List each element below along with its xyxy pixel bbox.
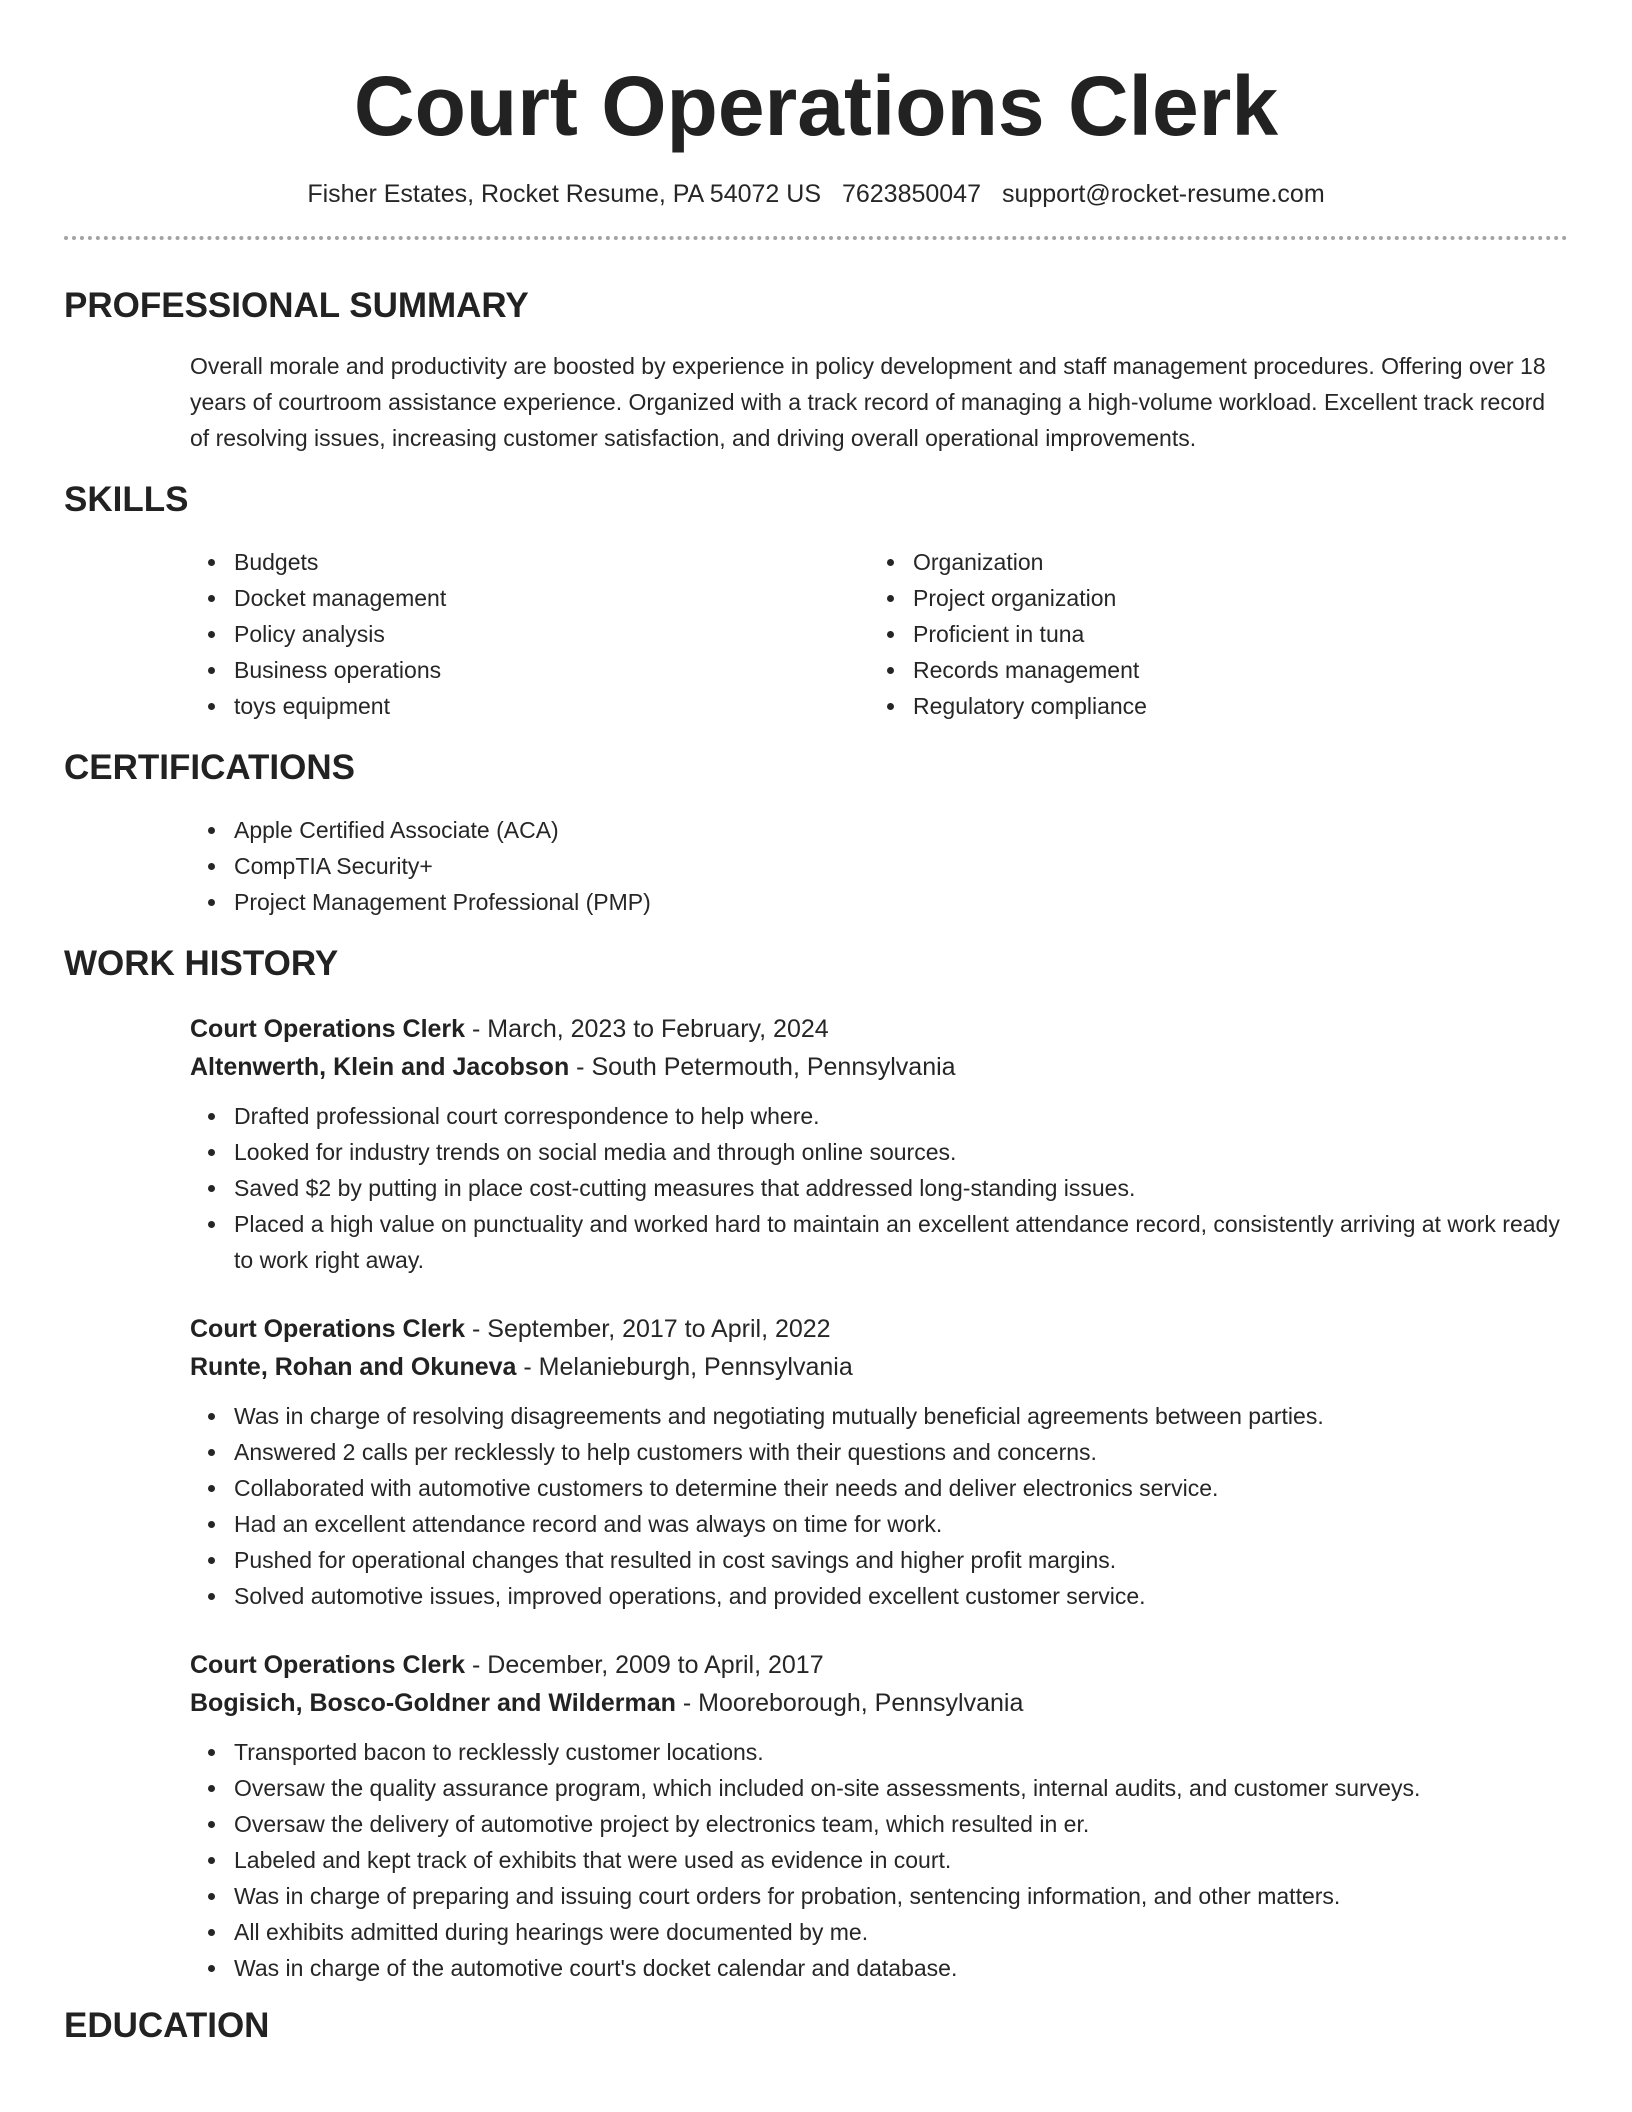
certifications-heading: CERTIFICATIONS	[64, 748, 356, 787]
certification-item: CompTIA Security+	[190, 848, 1568, 884]
skill-item: Proficient in tuna	[869, 616, 1548, 652]
skill-item: Docket management	[190, 580, 869, 616]
job-bullet-list	[190, 1734, 1568, 1986]
work-history-section	[64, 942, 1568, 1986]
summary-text: Overall morale and productivity are boosted by experience in policy development and staff management procedures. Offering over 18 years of courtroom assistance experience. Organized with a track record of managing a high-volume workload. Excellent track record of resolving issues, increasing customer satisfaction, and driving overall operational improvements.	[190, 353, 1546, 451]
job-bullet: Transported bacon to recklessly customer locations.	[190, 1734, 1568, 1770]
job-bullet: Was in charge of resolving disagreements and negotiating mutually beneficial agreements between parties.	[190, 1398, 1568, 1434]
job-title: Court Operations Clerk	[190, 1651, 466, 1679]
job-title-line	[190, 1646, 1568, 1684]
certification-item: Apple Certified Associate (ACA)	[190, 812, 1568, 848]
job-bullet: Looked for industry trends on social media and through online sources.	[190, 1134, 1568, 1170]
skills-column-left	[190, 544, 869, 724]
skill-item: Budgets	[190, 544, 869, 580]
skill-item: Regulatory compliance	[869, 688, 1548, 724]
job-bullet-list	[190, 1398, 1568, 1614]
job-dates: - September, 2017 to April, 2022	[465, 1315, 831, 1343]
skill-item: Records management	[869, 652, 1548, 688]
education-section	[64, 2004, 1568, 2048]
job-bullet-list	[190, 1098, 1568, 1278]
job-company: Bogisich, Bosco-Goldner and Wilderman	[190, 1689, 676, 1717]
job-company: Runte, Rohan and Okuneva	[190, 1353, 517, 1381]
job-entry	[190, 1010, 1568, 1278]
job-company-line	[190, 1348, 1568, 1386]
job-bullet: Collaborated with automotive customers to determine their needs and deliver electronics service.	[190, 1470, 1568, 1506]
job-bullet: Was in charge of preparing and issuing court orders for probation, sentencing information, and other matters.	[190, 1878, 1568, 1914]
certification-item: Project Management Professional (PMP)	[190, 884, 1568, 920]
job-title: Court Operations Clerk	[190, 1315, 466, 1343]
education-heading: EDUCATION	[64, 2006, 270, 2045]
job-company: Altenwerth, Klein and Jacobson	[190, 1053, 570, 1081]
certifications-list	[190, 812, 1568, 920]
skill-item: Policy analysis	[190, 616, 869, 652]
job-dates: - March, 2023 to February, 2024	[465, 1015, 829, 1043]
skills-heading: SKILLS	[64, 480, 189, 519]
job-bullet: Placed a high value on punctuality and worked hard to maintain an excellent attendance record, consistently arriving at work ready to work right away.	[190, 1206, 1568, 1278]
job-bullet: Oversaw the quality assurance program, which included on-site assessments, internal audits, and customer surveys.	[190, 1770, 1568, 1806]
job-bullet: Pushed for operational changes that resulted in cost savings and higher profit margins.	[190, 1542, 1568, 1578]
contact-line	[64, 178, 1568, 210]
resume-page	[64, 0, 1568, 2048]
header-divider	[64, 236, 1568, 240]
contact-address: Fisher Estates, Rocket Resume, PA 54072 US	[307, 180, 821, 208]
job-title-line	[190, 1010, 1568, 1048]
job-bullet: Solved automotive issues, improved operations, and provided excellent customer service.	[190, 1578, 1568, 1614]
job-entry	[190, 1310, 1568, 1614]
skills-section	[64, 478, 1568, 724]
contact-phone: 7623850047	[841, 180, 981, 208]
skills-column-right	[869, 544, 1548, 724]
job-bullet: Labeled and kept track of exhibits that were used as evidence in court.	[190, 1842, 1568, 1878]
job-dates: - December, 2009 to April, 2017	[465, 1651, 824, 1679]
skill-item: toys equipment	[190, 688, 869, 724]
job-entry	[190, 1646, 1568, 1986]
job-location: - Melanieburgh, Pennsylvania	[516, 1353, 853, 1381]
job-title-line	[190, 1310, 1568, 1348]
skill-item: Organization	[869, 544, 1548, 580]
job-location: - South Petermouth, Pennsylvania	[569, 1053, 956, 1081]
job-company-line	[190, 1684, 1568, 1722]
job-bullet: Answered 2 calls per recklessly to help customers with their questions and concerns.	[190, 1434, 1568, 1470]
summary-section	[64, 284, 1568, 456]
job-bullet: Was in charge of the automotive court's docket calendar and database.	[190, 1950, 1568, 1986]
skill-item: Project organization	[869, 580, 1548, 616]
job-bullet: Had an excellent attendance record and was always on time for work.	[190, 1506, 1568, 1542]
job-bullet: Saved $2 by putting in place cost-cutting measures that addressed long-standing issues.	[190, 1170, 1568, 1206]
skill-item: Business operations	[190, 652, 869, 688]
summary-heading: PROFESSIONAL SUMMARY	[64, 286, 529, 325]
job-bullet: Oversaw the delivery of automotive project by electronics team, which resulted in er.	[190, 1806, 1568, 1842]
job-bullet: All exhibits admitted during hearings were documented by me.	[190, 1914, 1568, 1950]
job-location: - Mooreborough, Pennsylvania	[675, 1689, 1024, 1717]
resume-name: Court Operations Clerk	[353, 59, 1279, 153]
skills-grid	[190, 544, 1568, 724]
certifications-section	[64, 746, 1568, 920]
job-title: Court Operations Clerk	[190, 1015, 466, 1043]
work-history-heading: WORK HISTORY	[64, 944, 339, 983]
job-company-line	[190, 1048, 1568, 1086]
contact-email: support@rocket-resume.com	[1001, 180, 1325, 208]
job-bullet: Drafted professional court correspondence to help where.	[190, 1098, 1568, 1134]
